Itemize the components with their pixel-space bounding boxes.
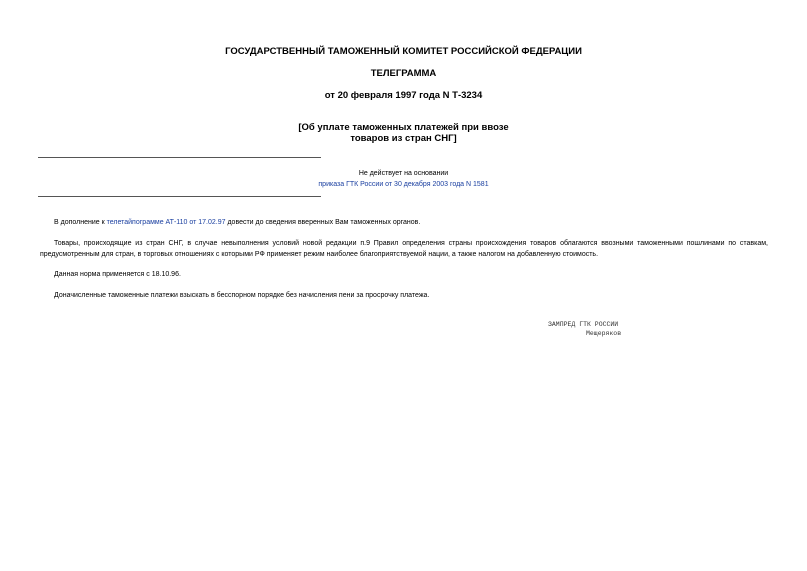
signatory-position: ЗАМПРЕД ГТК РОССИИ	[548, 321, 619, 328]
paragraph-1	[40, 217, 768, 228]
divider-top	[38, 157, 321, 158]
document-title-line-2: товаров из стран СНГ]	[350, 133, 457, 144]
divider-bottom	[38, 196, 321, 197]
paragraph-3: Данная норма применяется с 18.10.96.	[54, 271, 181, 278]
paragraph-1-after: довести до сведения вверенных Вам таможенных органов.	[225, 219, 421, 226]
teletype-link[interactable]: телетайпограмме АТ-110 от 17.02.97	[106, 219, 226, 226]
paragraph-2: Товары, происходящие из стран СНГ, в случае невыполнения условий новой редакции п.9 Правил определения страны происхождения товаров облагаются ввозными таможенными пошлинами по ставкам, предусмотренным для стран, в торговых отношениях с которыми РФ применяет режим наиболее благоприятствуемой нации, а также налогом на добавленную стоимость.	[40, 240, 768, 258]
committee-heading: ГОСУДАРСТВЕННЫЙ ТАМОЖЕННЫЙ КОМИТЕТ РОССИЙСКОЙ ФЕДЕРАЦИИ	[225, 46, 582, 57]
document-title-line-1: [Об уплате таможенных платежей при ввозе	[298, 122, 509, 133]
document-date-number: от 20 февраля 1997 года N Т-3234	[324, 90, 483, 101]
status-note: Не действует на основании	[358, 170, 449, 177]
paragraph-1-before: В дополнение к	[54, 219, 107, 226]
status-link-row	[0, 181, 807, 188]
paragraph-4: Доначисленные таможенные платежи взыскать в бесспорном порядке без начисления пени за просрочку платежа.	[54, 292, 430, 299]
document-type: ТЕЛЕГРАММА	[370, 68, 437, 79]
repeal-order-link[interactable]: приказа ГТК России от 30 декабря 2003 года N 1581	[318, 181, 489, 188]
signatory-name: Мещеряков	[586, 330, 622, 337]
